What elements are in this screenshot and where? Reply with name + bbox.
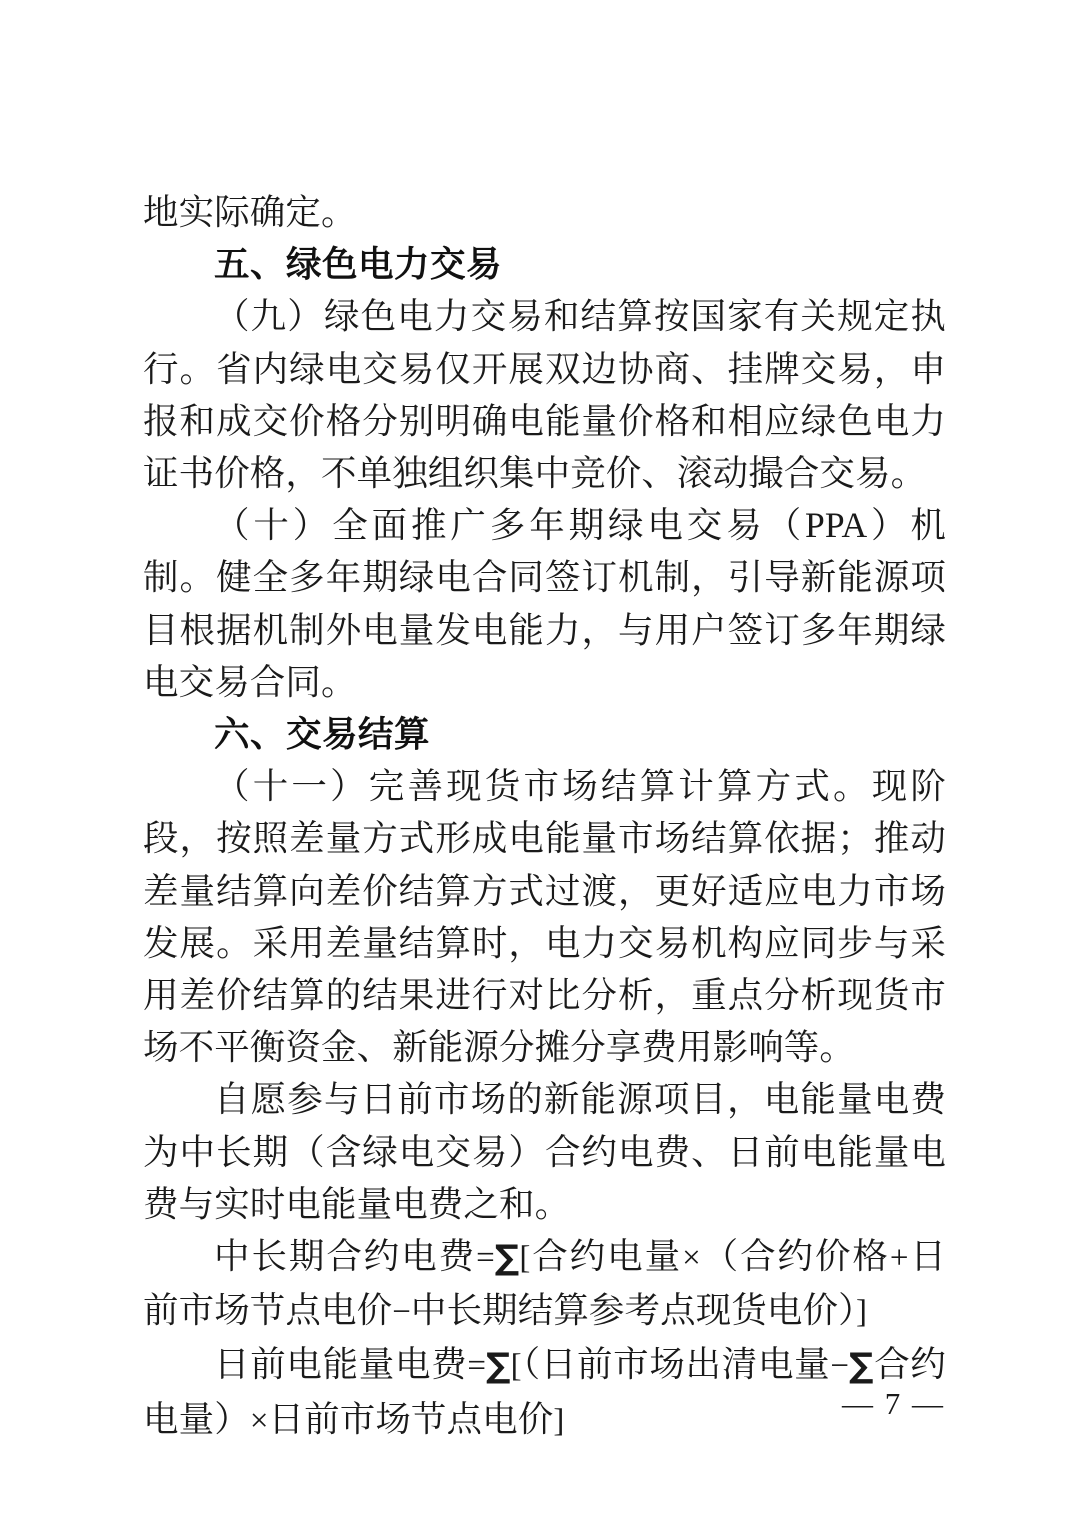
plus-icon: + [889, 1240, 909, 1277]
formula-mid-long-term-contract-fee [143, 1230, 946, 1338]
formula-two-open-paren: （ [521, 1344, 541, 1385]
formula-one-close-paren: ） [838, 1290, 856, 1331]
formula-one-term4: 中长期结算参考点现货电价 [410, 1290, 839, 1331]
heading-section-five: 五、绿色电力交易 [214, 244, 503, 285]
paragraph-voluntary-participation: 自愿参与日前市场的新能源项目，电能量电费为中长期（含绿电交易）合约电费、日前电能量电费与实时电能量电费之和。 [143, 1079, 946, 1224]
multiply-icon: × [682, 1240, 701, 1277]
formula-one-lhs: 中长期合约电费 [214, 1236, 477, 1277]
heading-section-six: 六、交易结算 [214, 714, 431, 755]
paragraph-item-eleven: （十一）完善现货市场结算计算方式。现阶段，按照差量方式形成电能量市场结算依据；推动差量结算向差价结算方式过渡，更好适应电力市场发展。采用差量结算时，电力交易机构应同步与采用差价结算的结果进行对比分析，重点分析现货市场不平衡资金、新能源分摊分享费用影响等。 [143, 766, 946, 1068]
formula-two-term1: 日前市场出清电量 [540, 1344, 831, 1385]
ppa-abbreviation: PPA [805, 505, 868, 546]
text-column [143, 186, 946, 1447]
formula-one-open-bracket: [ [519, 1240, 531, 1277]
summation-icon: ∑ [494, 1238, 520, 1279]
formula-one-term1: 合约电量 [530, 1236, 683, 1277]
page-number: — 7 — [842, 1386, 945, 1421]
formula-one-term2: 合约价格 [740, 1236, 890, 1277]
formula-two-open-bracket: [ [510, 1348, 522, 1385]
formula-two-close-paren: ） [214, 1398, 250, 1439]
formula-one-open-paren: （ [700, 1236, 741, 1277]
minus-icon: − [392, 1294, 411, 1331]
formula-one-close-bracket: ] [855, 1294, 868, 1331]
formula-two-close-bracket: ] [553, 1402, 565, 1439]
continued-line: 地实际确定。 [143, 192, 357, 232]
formula-two-term2: 合约电量 [143, 1344, 946, 1439]
summation-icon: ∑ [486, 1346, 511, 1387]
multiply-icon: × [249, 1402, 269, 1439]
formula-two-equals: = [467, 1348, 487, 1385]
formula-one-equals: = [476, 1240, 495, 1277]
item-ten-text-before-ppa: （十）全面推广多年期绿电交易（ [214, 505, 806, 546]
summation-icon: ∑ [849, 1346, 874, 1387]
item-ten-text-after-ppa: ）机制。健全多年期绿电合同签订机制，引导新能源项目根据机制外电量发电能力，与用户签订多年期绿电交易合同。 [143, 505, 946, 702]
formula-two-lhs: 日前电能量电费 [214, 1344, 468, 1385]
formula-one-term3: 日前市场节点电价 [143, 1236, 947, 1331]
formula-two-term3: 日前市场节点电价 [268, 1398, 554, 1439]
formula-day-ahead-energy-fee [143, 1338, 946, 1446]
paragraph-item-ten [143, 499, 946, 708]
minus-icon: − [830, 1348, 850, 1385]
paragraph-item-nine: （九）绿色电力交易和结算按国家有关规定执行。省内绿电交易仅开展双边协商、挂牌交易，申报和成交价格分别明确电能量价格和相应绿色电力证书价格，不单独组织集中竞价、滚动撮合交易。 [143, 296, 946, 494]
